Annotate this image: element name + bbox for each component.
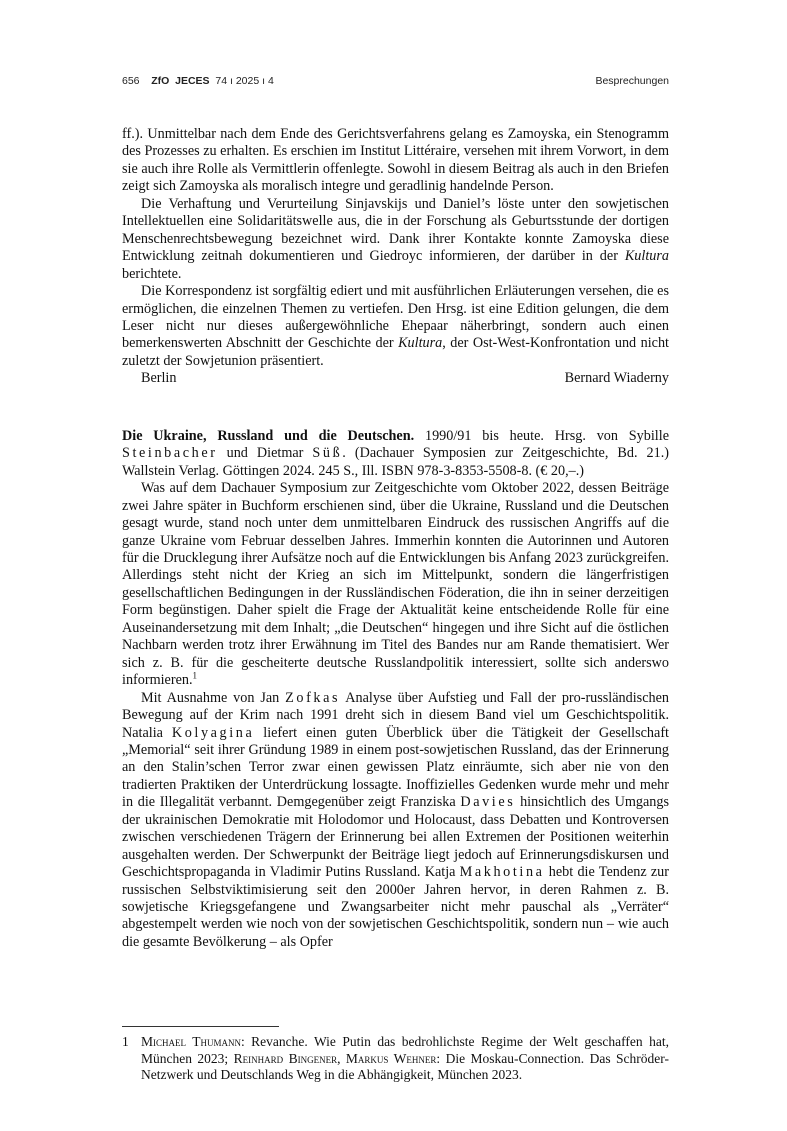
footnote-text: Michael Thumann: Revanche. Wie Putin das bedrohlichste Regime der Welt geschaffen hat, München 2023; Reinhard Bingener, Markus Wehner: Die Moskau-Connection. Das Schröder-Netzwerk und Deutschlands Weg in die Abhängigkeit, München 2023. (141, 1034, 669, 1083)
prev-review-paragraph-2: Die Verhaftung und Verurteilung Sinjavskijs und Daniel’s löste unter den sowjetischen Intellektuellen eine Solidaritätswelle aus, die in der Forschung als Geburtsstunde der dortigen Menschenrechtsbewegung bezeichnet wird. Dank ihrer Kontakte konnte Zamoyska diese Entwicklung zeitnah dokumentieren und Giedroyc informieren, der darüber in der Kultura berichtete. (122, 195, 669, 282)
kultura-title: Kultura (398, 335, 443, 352)
footnote-rule (122, 1026, 279, 1027)
reviewer-name: Bernard Wiaderny (564, 370, 669, 387)
review-separator (122, 388, 669, 428)
page-number: 656 (122, 75, 140, 87)
footnote-number: 1 (122, 1034, 129, 1049)
review-title: Die Ukraine, Russland und die Deutschen. (122, 427, 415, 444)
review-place: Berlin (141, 370, 177, 387)
author-name: Kolyagina (171, 724, 255, 741)
footnote-author: Michael Thumann (141, 1034, 241, 1049)
running-header (122, 75, 669, 89)
footnote-author: Markus Wehner (345, 1050, 437, 1066)
review-paragraph-2: Mit Ausnahme von Jan Zofkas Analyse über Aufstieg und Fall der pro-russländischen Bewegung auf der Krim nach 1991 dreht sich in diesem Band viel um Geschichtspolitik. Natalia Kolyagina liefert einen guten Überblick über die Tätigkeit der Gesellschaft „Memorial“ seit ihrer Gründung 1989 in einem post-sowjetischen Russland, das der Erinnerung an den Stalin’schen Terror zwar einen gewissen Platz einräumte, sich aber nie von den tradierten Praktiken der Unterdrückung lossagte. Inoffizielles Gedenken wurde mehr und mehr in die Illegalität verbannt. Demgegenüber zeigt Franziska Davies hinsichtlich des Umgangs der ukrainischen Demokratie mit Holodomor und Holocaust, dass Debatten und Kontroversen zwischen verschiedenen Trägern der Erinnerung bei allen Extremen der Positionen weiterhin ausgehalten werden. Der Schwerpunkt der Beiträge liegt jedoch auf Erinnerungsdiskursen und Geschichtspropaganda in Vladimir Putins Russland. Katja Makhotina hebt die Tendenz zur russischen Selbstviktimisierung seit den 2000er Jahren hervor, in deren Rahmen z. B. sowjetische Kriegsgefangene und Zwangsarbeiter nicht mehr pauschal als „Verräter“ abgestempelt werden wie noch von der sowjetischen Geschichtspolitik, sondern nun – wie auch die gesamte Bevölkerung – als Opfer (122, 689, 669, 950)
reviewer-signature (122, 370, 669, 387)
issue-info: 74 ı 2025 ı 4 (215, 75, 274, 87)
footnote (122, 1034, 669, 1084)
author-name: Zofkas (285, 689, 341, 706)
author-name: Makhotina (459, 864, 545, 881)
journal-sub: JECES (175, 75, 210, 87)
header-left (122, 75, 274, 87)
footnote-ref: 1 (192, 670, 198, 681)
section-title: Besprechungen (595, 75, 669, 87)
footnote-author: Reinhard Bingener (233, 1050, 338, 1066)
prev-review-paragraph-1: ff.). Unmittelbar nach dem Ende des Gerichtsverfahrens gelang es Zamoyska, ein Stenogramm des Prozesses zu erhalten. Es erschien im Institut Littéraire, versehen mit ihrem Vorwort, in dem sie auch ihre Rolle als Vermittlerin offenlegte. Sowohl in diesem Beitrag als auch in den Briefen zeigt sich Zamoyska als moralisch integre und geradlinig handelnde Person. (122, 126, 669, 195)
author-name: Davies (460, 794, 516, 811)
prev-review-paragraph-3: Die Korrespondenz ist sorgfältig ediert und mit ausführlichen Erläuterungen versehen, die es ermöglichen, die einzelnen Themen zu vertiefen. Den Hrsg. ist eine Edition gelungen, die dem Leser nicht nur dieses außergewöhnliche Ehepaar näherbringt, sondern auch einen bemerkenswerten Abschnitt der Geschichte der Kultura, der Ost-West-Konfrontation und nicht zuletzt der Sowjetunion präsentiert. (122, 283, 669, 369)
main-text (122, 126, 669, 951)
review-heading: Die Ukraine, Russland und die Deutschen. 1990/91 bis heute. Hrsg. von Sybille Steinbacher und Dietmar Süß. (Dachauer Symposien zur Zeitgeschichte, Bd. 21.) Wallstein Verlag. Göttingen 2024. 245 S., Ill. ISBN 978-3-8353-5508-8. (€ 20,–.) (122, 427, 669, 479)
editor-name: Steinbacher (122, 445, 218, 462)
journal-name: ZfO (151, 75, 170, 87)
review-paragraph-1: Was auf dem Dachauer Symposium zur Zeitgeschichte vom Oktober 2022, dessen Beiträge zwei Jahre später in Buchform erschienen sind, über die Ukraine, Russland und die Deutschen gesagt wurde, stand noch unter dem unmittelbaren Eindruck des russischen Angriffs auf die ganze Ukraine vom Februar desselben Jahres. Immerhin konnten die Autorinnen und Autoren für die Drucklegung ihrer Aufsätze noch auf die Entwicklungen bis Anfang 2023 zurückgreifen. Allerdings steht nicht der Krieg an sich im Mittelpunkt, sondern die längerfristigen gesellschaftlichen Bedingungen in der Russländischen Föderation, die ihn in seiner derzeitigen Form begünstigen. Daher spielt die Frage der Aktualität keine entscheidende Rolle für eine Auseinandersetzung mit dem Inhalt; „die Deutschen“ hingegen und ihre Sicht auf die östlichen Nachbarn werden trotz ihrer Erwähnung im Titel des Bandes nur am Rande thematisiert. Wer sich z. B. für die gescheiterte deutsche Russlandpolitik interessiert, sollte sich anderswo informieren.$^1$ (122, 480, 669, 689)
kultura-title: Kultura (624, 248, 669, 265)
editor-name: Süß (312, 445, 343, 462)
